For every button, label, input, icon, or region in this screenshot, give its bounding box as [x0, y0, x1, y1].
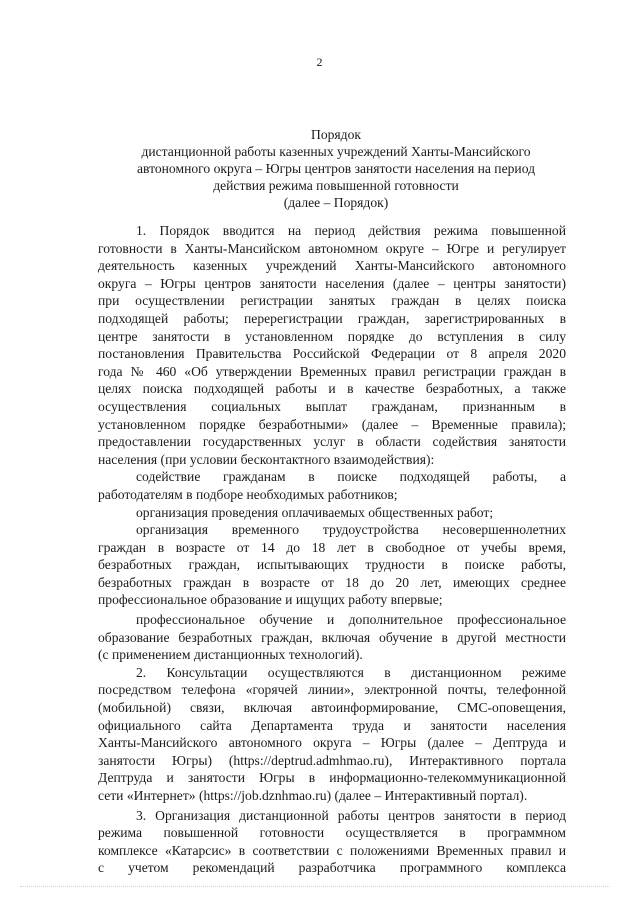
document-body [98, 222, 566, 877]
text-line: граждан в возрасте от 14 до 18 лет в свободное от учебы время, [98, 539, 566, 555]
paragraph-1 [98, 222, 566, 468]
text-line: сети «Интернет» (https://job.dznhmao.ru) (далее – Интерактивный портал). [98, 788, 528, 803]
text-line: центре занятости в установленном порядке до вступления в силу [98, 328, 566, 344]
text-line: 1. Порядок вводится на период действия режима повышенной [136, 223, 566, 238]
text-line: установленном порядке безработными» (далее – Временные правила); [98, 416, 566, 432]
text-line: 2. Консультации осуществляются в дистанционном режиме [136, 664, 566, 680]
text-line: с учетом рекомендаций разработчика программного комплекса [98, 860, 566, 876]
text-line: подходящей работы; перерегистрации граждан, зарегистрированных в [98, 310, 566, 326]
title-line: (далее – Порядок) [283, 195, 389, 210]
paragraph-list-item-2 [98, 504, 566, 522]
text-line: занятости Югры) (https://deptrud.admhmao.ru), Интерактивного портала [98, 752, 566, 768]
text-line: (с применением дистанционных технологий). [98, 647, 363, 663]
text-line: (мобильной) связи, включая автоинформирование, СМС-оповещения, [98, 700, 566, 716]
text-line: организация проведения оплачиваемых общественных работ; [136, 504, 494, 520]
text-line: постановления Правительства Российской Федерации от 8 апреля 2020 [98, 346, 566, 362]
paragraph-3 [98, 807, 566, 877]
text-line: при осуществлении регистрации занятых граждан в целях поиска [98, 293, 566, 309]
text-line: образование безработных граждан, включая обучение в другой местности [98, 629, 566, 645]
page-number: 2 [316, 55, 323, 69]
title-line: автономного округа – Югры центров занятости населения на период [136, 161, 536, 176]
scan-edge-line [20, 886, 610, 887]
text-line: Ханты-Мансийского автономного округа – Югры (далее – Дептруда и [98, 735, 566, 751]
text-line: профессиональное образование и ищущих работу впервые; [98, 592, 443, 608]
text-line: содействие гражданам в поиске подходящей работы, а [136, 469, 566, 485]
paragraph-list-item-3 [98, 521, 566, 609]
text-line: профессиональное обучение и дополнительное профессиональное [136, 612, 566, 628]
text-line: 3. Организация дистанционной работы центров занятости в период [136, 807, 566, 823]
text-line: официального сайта Департамента труда и занятости населения [98, 717, 566, 733]
text-line: деятельность казенных учреждений Ханты-Мансийского автономного [98, 258, 566, 274]
title-line: Порядок [311, 127, 361, 142]
text-line: предоставлении государственных услуг в области содействия занятости [98, 434, 566, 450]
text-line: организация временного трудоустройства несовершеннолетних [136, 522, 566, 538]
text-line: режима повышенной готовности осуществляется в программном [98, 825, 566, 841]
text-line: готовности в Ханты-Мансийском автономном округе – Югре и регулирует [98, 240, 566, 256]
text-line: комплексе «Катарсис» в соответствии с положениями Временных правил и [98, 842, 566, 858]
text-line: посредством телефона «горячей линии», электронной почты, телефонной [98, 682, 566, 698]
text-line: безработных граждан в возрасте от 18 до 20 лет, имеющих среднее [98, 574, 566, 590]
text-line: населения (при условии бесконтактного взаимодействия): [98, 451, 435, 467]
text-line: года № 460 «Об утверждении Временных правил регистрации граждан в [98, 363, 566, 379]
paragraph-2 [98, 664, 566, 805]
text-line: безработных граждан, испытывающих трудности в поиске работы, [98, 557, 566, 573]
title-line: действия режима повышенной готовности [213, 178, 459, 193]
title-line: дистанционной работы казенных учреждений Ханты-Мансийского [141, 144, 531, 159]
paragraph-list-item-4 [98, 611, 566, 664]
text-line: Дептруда и занятости Югры в информационно-телекоммуникационной [98, 770, 566, 786]
text-line: работодателям в подборе необходимых работников; [98, 486, 398, 502]
paragraph-list-item-1 [98, 468, 566, 503]
text-line: осуществления социальных выплат гражданам, признанным в [98, 398, 566, 414]
text-line: округа – Югры центров занятости населения (далее – центры занятости) [98, 275, 566, 291]
text-line: целях поиска подходящей работы и в качестве безработных, а также [98, 381, 566, 397]
document-title [110, 126, 562, 211]
